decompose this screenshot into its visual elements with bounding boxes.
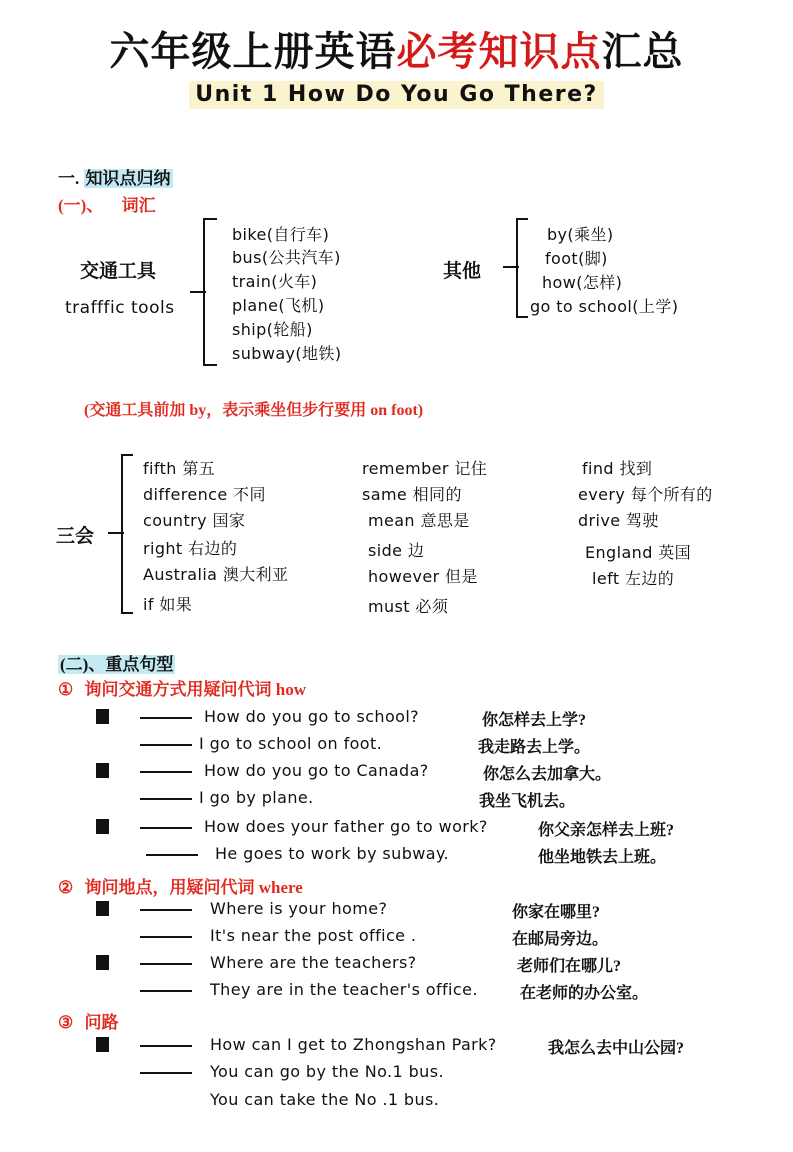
row-dash xyxy=(140,827,192,829)
group-3-heading xyxy=(58,1008,119,1033)
three-skills-col2-item: mean 意思是 xyxy=(368,511,470,530)
sentence-en: How do you go to school? xyxy=(204,707,420,726)
three-skills-bracket-tick xyxy=(108,532,124,534)
bullet-square xyxy=(96,1037,109,1052)
three-skills-bracket xyxy=(121,454,133,614)
sentence-en: How does your father go to work? xyxy=(204,817,488,836)
three-skills-col1-item: fifth 第五 xyxy=(143,459,216,478)
group-3-title: 问路 xyxy=(84,1013,119,1032)
bullet-square xyxy=(96,955,109,970)
sentence-cn: 我坐飞机去。 xyxy=(479,793,576,810)
three-skills-col3-item: every 每个所有的 xyxy=(578,485,713,504)
sentence-cn: 你怎样去上学? xyxy=(482,712,587,729)
row-dash xyxy=(140,771,192,773)
section-one-a-title: 词汇 xyxy=(121,196,156,215)
sentence-cn: 我怎么去中山公园? xyxy=(548,1040,685,1057)
sentence-cn: 你家在哪里? xyxy=(512,904,601,921)
other-bracket xyxy=(516,218,528,318)
group-2-marker: ② xyxy=(58,878,74,897)
unit-subtitle: Unit 1 How Do You Go There? xyxy=(189,81,604,109)
three-skills-col1-item: right 右边的 xyxy=(143,539,238,558)
transport-item: train(火车) xyxy=(232,272,318,291)
three-skills-col2-item: remember 记住 xyxy=(362,459,488,478)
group-3-marker: ③ xyxy=(58,1013,74,1032)
sentence-cn: 你父亲怎样去上班? xyxy=(538,822,675,839)
bullet-square xyxy=(96,763,109,778)
transport-bracket-tick xyxy=(190,291,206,293)
sentence-cn: 老师们在哪儿? xyxy=(517,958,622,975)
sentence-cn: 我走路去上学。 xyxy=(478,739,591,756)
three-skills-col2-item: same 相同的 xyxy=(362,485,462,504)
three-skills-col3-item: find 找到 xyxy=(582,459,653,478)
transport-item: subway(地铁) xyxy=(232,344,342,363)
row-dash xyxy=(140,1045,192,1047)
group-2-title: 询问地点，用疑问代词 where xyxy=(84,878,303,897)
sentence-cn: 在邮局旁边。 xyxy=(512,931,609,948)
sentence-en: Where are the teachers? xyxy=(210,953,417,972)
section-one-a-number: (一)、 xyxy=(58,196,104,215)
other-bracket-tick xyxy=(503,266,519,268)
row-dash xyxy=(140,909,192,911)
transport-label-en: trafffic tools xyxy=(65,298,175,318)
sentence-cn: 你怎么去加拿大。 xyxy=(483,766,612,783)
three-skills-col1-item: Australia 澳大利亚 xyxy=(143,565,289,584)
page-title-part3: 汇总 xyxy=(601,29,684,74)
group-1-title: 询问交通方式用疑问代词 how xyxy=(84,680,306,699)
three-skills-col3-item: England 英国 xyxy=(585,543,692,562)
sentence-en: How do you go to Canada? xyxy=(204,761,429,780)
section-one-number: 一. xyxy=(58,169,80,188)
sentence-en: Where is your home? xyxy=(210,899,388,918)
transport-item: plane(飞机) xyxy=(232,296,325,315)
other-item: go to school(上学) xyxy=(530,297,679,316)
bullet-square xyxy=(96,709,109,724)
section-two-heading xyxy=(58,650,175,675)
sentence-en: He goes to work by subway. xyxy=(215,844,450,863)
page-title-part1: 六年级上册英语 xyxy=(109,29,397,74)
sentence-en: I go to school on foot. xyxy=(199,734,383,753)
row-dash xyxy=(146,854,198,856)
row-dash xyxy=(140,744,192,746)
three-skills-label: 三会 xyxy=(56,526,95,547)
three-skills-col2-item: side 边 xyxy=(368,541,425,560)
transport-item: bus(公共汽车) xyxy=(232,248,341,267)
three-skills-col2-item: however 但是 xyxy=(368,567,478,586)
sentence-en: You can go by the No.1 bus. xyxy=(210,1062,444,1081)
row-dash xyxy=(140,1072,192,1074)
transport-item: ship(轮船) xyxy=(232,320,313,339)
section-two-title xyxy=(58,655,175,674)
page-title xyxy=(0,30,793,74)
section-two-label: 重点句型 xyxy=(105,655,174,674)
unit-subtitle-row xyxy=(0,81,793,109)
group-1-marker: ① xyxy=(58,680,74,699)
sentence-en: It's near the post office . xyxy=(210,926,417,945)
three-skills-col1-item: country 国家 xyxy=(143,511,246,530)
three-skills-col1-item: difference 不同 xyxy=(143,485,266,504)
sentence-en: How can I get to Zhongshan Park? xyxy=(210,1035,497,1054)
row-dash xyxy=(140,990,192,992)
row-dash xyxy=(140,717,192,719)
transport-label-cn: 交通工具 xyxy=(80,261,157,282)
other-label-cn: 其他 xyxy=(443,261,482,282)
sentence-cn: 在老师的办公室。 xyxy=(520,985,649,1002)
three-skills-col3-item: left 左边的 xyxy=(592,569,675,588)
other-item: foot(脚) xyxy=(545,249,608,268)
row-dash xyxy=(140,936,192,938)
sentence-en: They are in the teacher's office. xyxy=(210,980,478,999)
sentence-cn: 他坐地铁去上班。 xyxy=(538,849,667,866)
section-one-a-heading xyxy=(58,191,156,216)
three-skills-col2-item: must 必须 xyxy=(368,597,449,616)
other-item: how(怎样) xyxy=(542,273,623,292)
row-dash xyxy=(140,798,192,800)
sentence-en: You can take the No .1 bus. xyxy=(210,1090,440,1109)
section-one-title: 知识点归纳 xyxy=(85,169,171,188)
section-one-heading xyxy=(58,164,173,189)
three-skills-col3-item: drive 驾驶 xyxy=(578,511,659,530)
sentence-en: I go by plane. xyxy=(199,788,314,807)
row-dash xyxy=(140,963,192,965)
other-item: by(乘坐) xyxy=(547,225,614,244)
bullet-square xyxy=(96,819,109,834)
page-title-part2: 必考知识点 xyxy=(396,29,602,74)
three-skills-col1-item: if 如果 xyxy=(143,595,193,614)
transport-red-note: (交通工具前加 by，表示乘坐但步行要用 on foot) xyxy=(84,402,424,419)
group-1-heading xyxy=(58,675,306,700)
transport-item: bike(自行车) xyxy=(232,225,330,244)
bullet-square xyxy=(96,901,109,916)
group-2-heading xyxy=(58,873,303,898)
section-two-number: (二)、 xyxy=(60,655,106,674)
